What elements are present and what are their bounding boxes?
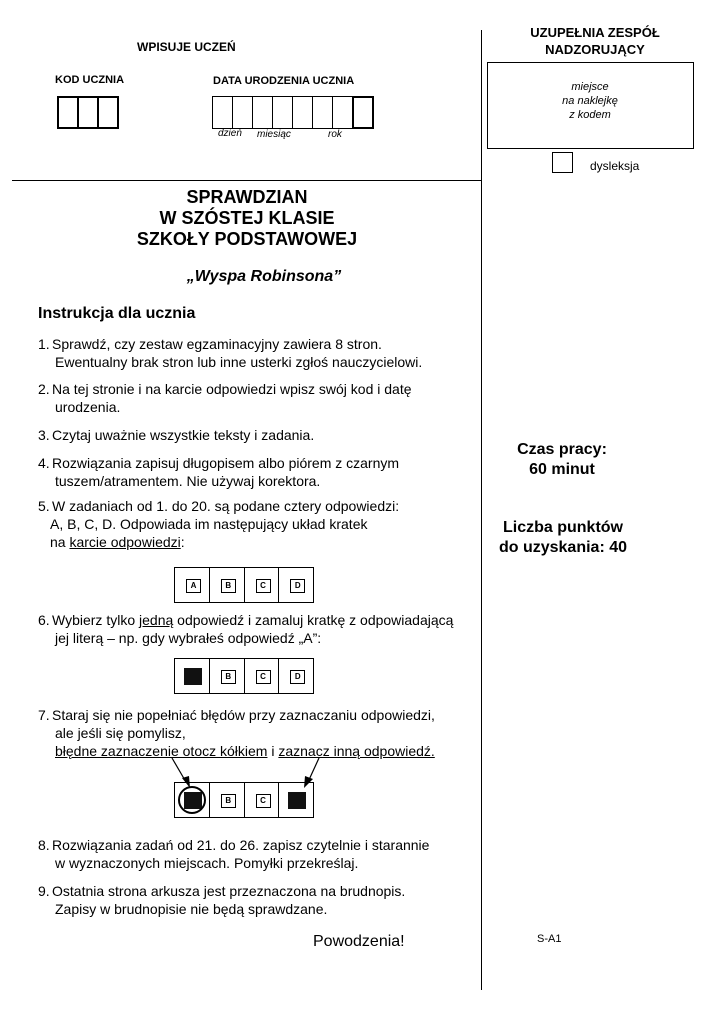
instruction-7-text-c-mid: i [267,743,279,759]
instruction-2-number: 2. [38,381,50,397]
instruction-1 [38,335,478,371]
answer-box-c: C [256,670,271,684]
answer-cell-b [210,568,245,602]
instruction-1-text-b: Ewentualny brak stron lub inne usterki zgłoś nauczycielowi. [55,354,423,370]
instruction-2-text-a: Na tej stronie i na karcie odpowiedzi wpisz swój kod i datę [52,381,412,397]
instruction-1-text-a: Sprawdź, czy zestaw egzaminacyjny zawiera 8 stron. [52,336,382,352]
dob-box-2[interactable] [232,96,253,129]
code-box-1[interactable] [57,96,79,129]
time-line-2: 60 minut [529,461,595,478]
instruction-2 [38,380,478,416]
dyslexia-label: dysleksja [590,159,640,173]
answer-cell-c [245,659,280,693]
answer-box-d: D [290,670,305,684]
code-box-3[interactable] [97,96,119,129]
code-box-2[interactable] [77,96,99,129]
dob-box-4[interactable] [272,96,293,129]
instruction-5 [38,497,478,551]
instruction-9-text-b: Zapisy w brudnopisie nie będą sprawdzane. [55,901,328,917]
answer-cell-a-circled [175,783,210,817]
instruction-7-number: 7. [38,707,50,723]
dob-box-7[interactable] [332,96,353,129]
sticker-line-3: z kodem [569,109,611,121]
instruction-3-text-a: Czytaj uważnie wszystkie teksty i zadania. [52,427,315,443]
page-title [12,187,482,250]
instruction-6-text-a-pre: Wybierz tylko [52,612,140,628]
answer-box-a: A [186,579,201,593]
time-line-1: Czas pracy: [517,441,607,458]
filled-box-a [184,668,202,685]
dob-box-5[interactable] [292,96,313,129]
instruction-4-text-a: Rozwiązania zapisuj długopisem albo piórem z czarnym [52,455,400,471]
answer-grid-example [174,567,314,603]
sticker-text [520,80,660,122]
instruction-6-text-a-post: odpowiedź i zamaluj kratkę z odpowiadającą [173,612,454,628]
answer-cell-c [245,783,280,817]
answer-grid-filled-example [174,658,314,694]
dob-box-3[interactable] [252,96,273,129]
answer-cell-c [245,568,280,602]
answer-cell-d [279,568,313,602]
answer-grid-correction-example [174,782,314,818]
instruction-4 [38,454,478,490]
answer-cell-d-filled [279,783,313,817]
answer-cell-b [210,659,245,693]
instruction-8-text-b: w wyznaczonych miejscach. Pomyłki przekreślaj. [55,855,359,871]
instruction-5-number: 5. [38,498,50,514]
instruction-9 [38,882,478,918]
horizontal-divider [12,180,482,181]
sticker-line-2: na naklejkę [562,95,618,107]
instruction-5-text-c-pre: na [50,534,70,550]
answer-box-c: C [256,579,271,593]
answer-cell-d [279,659,313,693]
answer-box-b: B [221,579,236,593]
time-info [487,440,637,480]
answer-box-c: C [256,794,271,808]
dob-box-1[interactable] [212,96,233,129]
instruction-4-number: 4. [38,455,50,471]
vertical-divider [481,30,482,990]
instruction-1-number: 1. [38,336,50,352]
instruction-6-text-a-underlined: jedną [139,612,174,628]
committee-line-2: NADZORUJĄCY [545,42,645,57]
good-luck-text: Powodzenia! [313,933,405,950]
instruction-8-text-a: Rozwiązania zadań od 21. do 26. zapisz czytelnie i starannie [52,837,430,853]
points-info [482,518,644,558]
dob-box-6[interactable] [312,96,333,129]
points-line-1: Liczba punktów [503,519,623,536]
instruction-7-text-c-underlined-1: błędne zaznaczenie otocz kółkiem [55,743,268,759]
instruction-6-number: 6. [38,612,50,628]
answer-box-b: B [221,794,236,808]
instruction-5-text-c-underlined: karcie odpowiedzi [69,534,181,550]
title-line-1: SPRAWDZIAN [186,187,308,207]
instruction-8-number: 8. [38,837,50,853]
points-line-2: do uzyskania: 40 [498,539,628,556]
student-fills-label: WPISUJE UCZEŃ [137,40,236,54]
answer-box-b: B [221,670,236,684]
answer-cell-a [175,568,210,602]
instruction-6 [38,611,478,647]
dyslexia-checkbox[interactable] [552,152,573,173]
sticker-line-1: miejsce [571,81,609,93]
code-label: KOD UCZNIA [55,74,125,86]
instruction-5-text-b: A, B, C, D. Odpowiada im następujący układ kratek [50,516,368,532]
instruction-7-text-c-underlined-2: zaznacz inną odpowiedź. [278,743,435,759]
title-line-3: SZKOŁY PODSTAWOWEJ [136,229,358,249]
year-label: rok [328,129,342,140]
instruction-5-text-c-post: : [180,534,185,550]
instruction-9-number: 9. [38,883,50,899]
answer-cell-b [210,783,245,817]
instruction-3 [38,426,478,444]
sheet-code: S-A1 [537,933,562,945]
instruction-7 [38,706,478,760]
month-label: miesiąc [257,129,291,140]
committee-line-1: UZUPEŁNIA ZESPÓŁ [530,25,660,40]
instruction-9-text-a: Ostatnia strona arkusza jest przeznaczona na brudnopis. [52,883,406,899]
day-label: dzień [218,128,242,139]
instruction-3-number: 3. [38,427,50,443]
answer-cell-a-filled [175,659,210,693]
correction-circle [178,786,206,814]
instruction-6-text-b: jej literą – np. gdy wybrałeś odpowiedź „A”: [55,630,322,646]
instruction-7-text-a: Staraj się nie popełniać błędów przy zaznaczaniu odpowiedzi, [52,707,435,723]
filled-box-d [288,792,306,809]
committee-label [500,24,690,58]
instructions-heading: Instrukcja dla ucznia [38,305,196,322]
answer-box-d: D [290,579,305,593]
instruction-7-text-b: ale jeśli się pomylisz, [55,725,186,741]
subtitle: „Wyspa Robinsona” [186,268,342,285]
instruction-8 [38,836,478,872]
title-line-2: W SZÓSTEJ KLASIE [159,208,335,228]
instruction-4-text-b: tuszem/atramentem. Nie używaj korektora. [55,473,321,489]
dob-label: DATA URODZENIA UCZNIA [213,75,355,87]
instruction-5-text-a: W zadaniach od 1. do 20. są podane cztery odpowiedzi: [52,498,400,514]
dob-box-8[interactable] [352,96,374,129]
instruction-2-text-b: urodzenia. [55,399,121,415]
